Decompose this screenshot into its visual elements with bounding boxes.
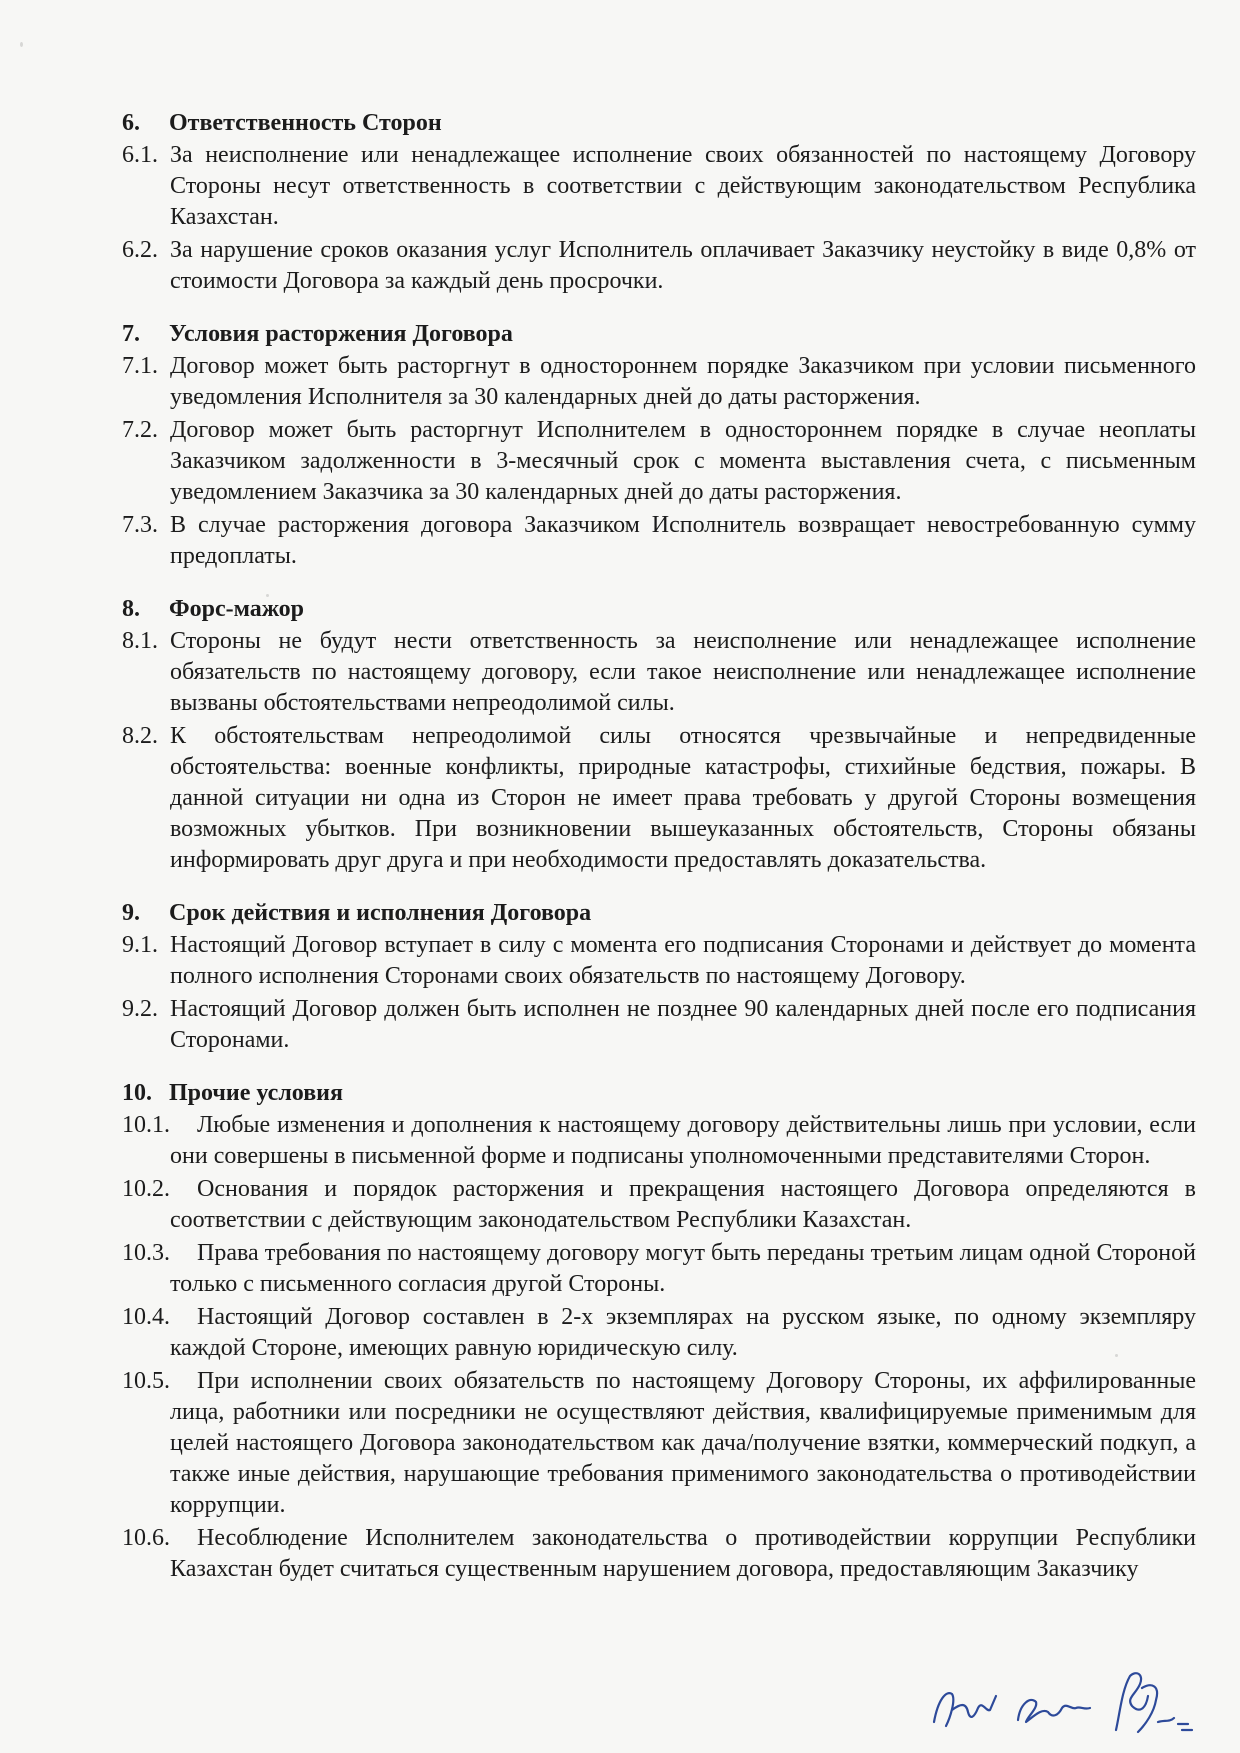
clause-number: 6.2.: [122, 237, 158, 263]
clause-text: Договор может быть расторгнут Исполнителем в одностороннем порядке в случае неоплаты Заказчиком задолженности в 3-месячный срок с момента выставления счета, с письменным уведомлением Заказчика за 30 календарных дней до даты расторжения.: [170, 417, 1196, 505]
clause-number: 7.3.: [122, 512, 158, 538]
section-heading: [122, 108, 1196, 139]
section-title: Прочие условия: [169, 1080, 343, 1106]
clause-number: 10.1.: [122, 1112, 170, 1138]
signature-stroke-3: [1116, 1673, 1174, 1732]
clause-number: 10.2.: [122, 1176, 170, 1202]
section-heading: [122, 898, 1196, 929]
clause-number: 10.3.: [122, 1240, 170, 1266]
signature-stroke-2: [1018, 1700, 1090, 1722]
clause-number: 10.5.: [122, 1368, 170, 1394]
clause-10-3: [122, 1238, 1196, 1300]
clause-text: Любые изменения и дополнения к настоящему договору действительны лишь при условии, если они совершены в письменной форме и подписаны уполномоченными представителями Сторон.: [170, 1112, 1196, 1169]
section-heading: [122, 319, 1196, 350]
section-9: [122, 898, 1196, 1056]
section-8: [122, 594, 1196, 876]
clause-text: Настоящий Договор составлен в 2-х экземплярах на русском языке, по одному экземпляру каждой Стороне, имеющих равную юридическую силу.: [170, 1304, 1196, 1361]
clause-10-5: [122, 1366, 1196, 1521]
section-heading: [122, 1078, 1196, 1109]
scan-speck: [1115, 1354, 1118, 1357]
section-number: 8.: [122, 596, 140, 622]
clause-text: Права требования по настоящему договору могут быть переданы третьим лицам одной Стороной только с письменного согласия другой Стороны.: [170, 1240, 1196, 1297]
clause-number: 8.1.: [122, 628, 158, 654]
clause-text: В случае расторжения договора Заказчиком Исполнитель возвращает невостребованную сумму предоплаты.: [170, 512, 1196, 569]
contract-body: [122, 108, 1196, 1607]
clause-text: За нарушение сроков оказания услуг Исполнитель оплачивает Заказчику неустойку в виде 0,8% от стоимости Договора за каждый день просрочки.: [170, 237, 1196, 294]
clause-text: Настоящий Договор вступает в силу с момента его подписания Сторонами и действует до момента полного исполнения Сторонами своих обязательств по настоящему Договору.: [170, 932, 1196, 989]
scan-speck: [266, 594, 269, 597]
section-title: Форс-мажор: [169, 596, 304, 622]
clause-9-2: [122, 994, 1196, 1056]
section-6: [122, 108, 1196, 297]
clause-text: Настоящий Договор должен быть исполнен не позднее 90 календарных дней после его подписания Сторонами.: [170, 996, 1196, 1053]
clause-7-2: [122, 415, 1196, 508]
clause-text: Основания и порядок расторжения и прекращения настоящего Договора определяются в соответствии с действующим законодательством Республики Казахстан.: [170, 1176, 1196, 1233]
clause-number: 10.6.: [122, 1525, 170, 1551]
clause-number: 6.1.: [122, 142, 158, 168]
clause-7-1: [122, 351, 1196, 413]
section-number: 6.: [122, 110, 140, 136]
clause-number: 7.2.: [122, 417, 158, 443]
clause-8-1: [122, 626, 1196, 719]
clause-number: 10.4.: [122, 1304, 170, 1330]
clause-number: 9.1.: [122, 932, 158, 958]
clause-8-2: [122, 721, 1196, 876]
clause-text: К обстоятельствам непреодолимой силы относятся чрезвычайные и непредвиденные обстоятельства: военные конфликты, природные катастрофы, стихийные бедствия, пожары. В данной ситуации ни одна из Сторон не имеет права требовать у другой Стороны возмещения возможных убытков. При возникновении вышеуказанных обстоятельств, Стороны обязаны информировать друг друга и при необходимости предоставлять доказательства.: [170, 723, 1196, 873]
section-title: Условия расторжения Договора: [169, 321, 513, 347]
clause-10-2: [122, 1174, 1196, 1236]
clause-6-2: [122, 235, 1196, 297]
handwritten-signatures: [926, 1660, 1206, 1740]
clause-number: 8.2.: [122, 723, 158, 749]
section-heading: [122, 594, 1196, 625]
section-title: Ответственность Сторон: [169, 110, 442, 136]
scan-speck: [20, 42, 23, 47]
section-7: [122, 319, 1196, 572]
signature-stroke-1: [934, 1693, 996, 1726]
clause-text: Договор может быть расторгнут в одностороннем порядке Заказчиком при условии письменного уведомления Исполнителя за 30 календарных дней до даты расторжения.: [170, 353, 1196, 410]
clause-7-3: [122, 510, 1196, 572]
clause-text: Стороны не будут нести ответственность за неисполнение или ненадлежащее исполнение обязательств по настоящему договору, если такое неисполнение или ненадлежащее исполнение вызваны обстоятельствами непреодолимой силы.: [170, 628, 1196, 716]
section-number: 7.: [122, 321, 140, 347]
clause-10-1: [122, 1110, 1196, 1172]
section-title: Срок действия и исполнения Договора: [169, 900, 592, 926]
clause-6-1: [122, 140, 1196, 233]
clause-number: 9.2.: [122, 996, 158, 1022]
section-10: [122, 1078, 1196, 1585]
clause-10-4: [122, 1302, 1196, 1364]
section-number: 10.: [122, 1080, 152, 1106]
clause-9-1: [122, 930, 1196, 992]
clause-10-6: [122, 1523, 1196, 1585]
section-number: 9.: [122, 900, 140, 926]
clause-text: При исполнении своих обязательств по настоящему Договору Стороны, их аффилированные лица, работники или посредники не осуществляют действия, квалифицируемые применимым для целей настоящего Договора законодательством как дача/получение взятки, коммерческий подкуп, а также иные действия, нарушающие требования применимого законодательства о противодействии коррупции.: [170, 1368, 1196, 1518]
signature-stroke-4: [1178, 1724, 1192, 1730]
clause-number: 7.1.: [122, 353, 158, 379]
clause-text: За неисполнение или ненадлежащее исполнение своих обязанностей по настоящему Договору Стороны несут ответственность в соответствии с действующим законодательством Республика Казахстан.: [170, 142, 1196, 230]
clause-text: Несоблюдение Исполнителем законодательства о противодействии коррупции Республики Казахстан будет считаться существенным нарушением договора, предоставляющим Заказчику: [170, 1525, 1196, 1582]
